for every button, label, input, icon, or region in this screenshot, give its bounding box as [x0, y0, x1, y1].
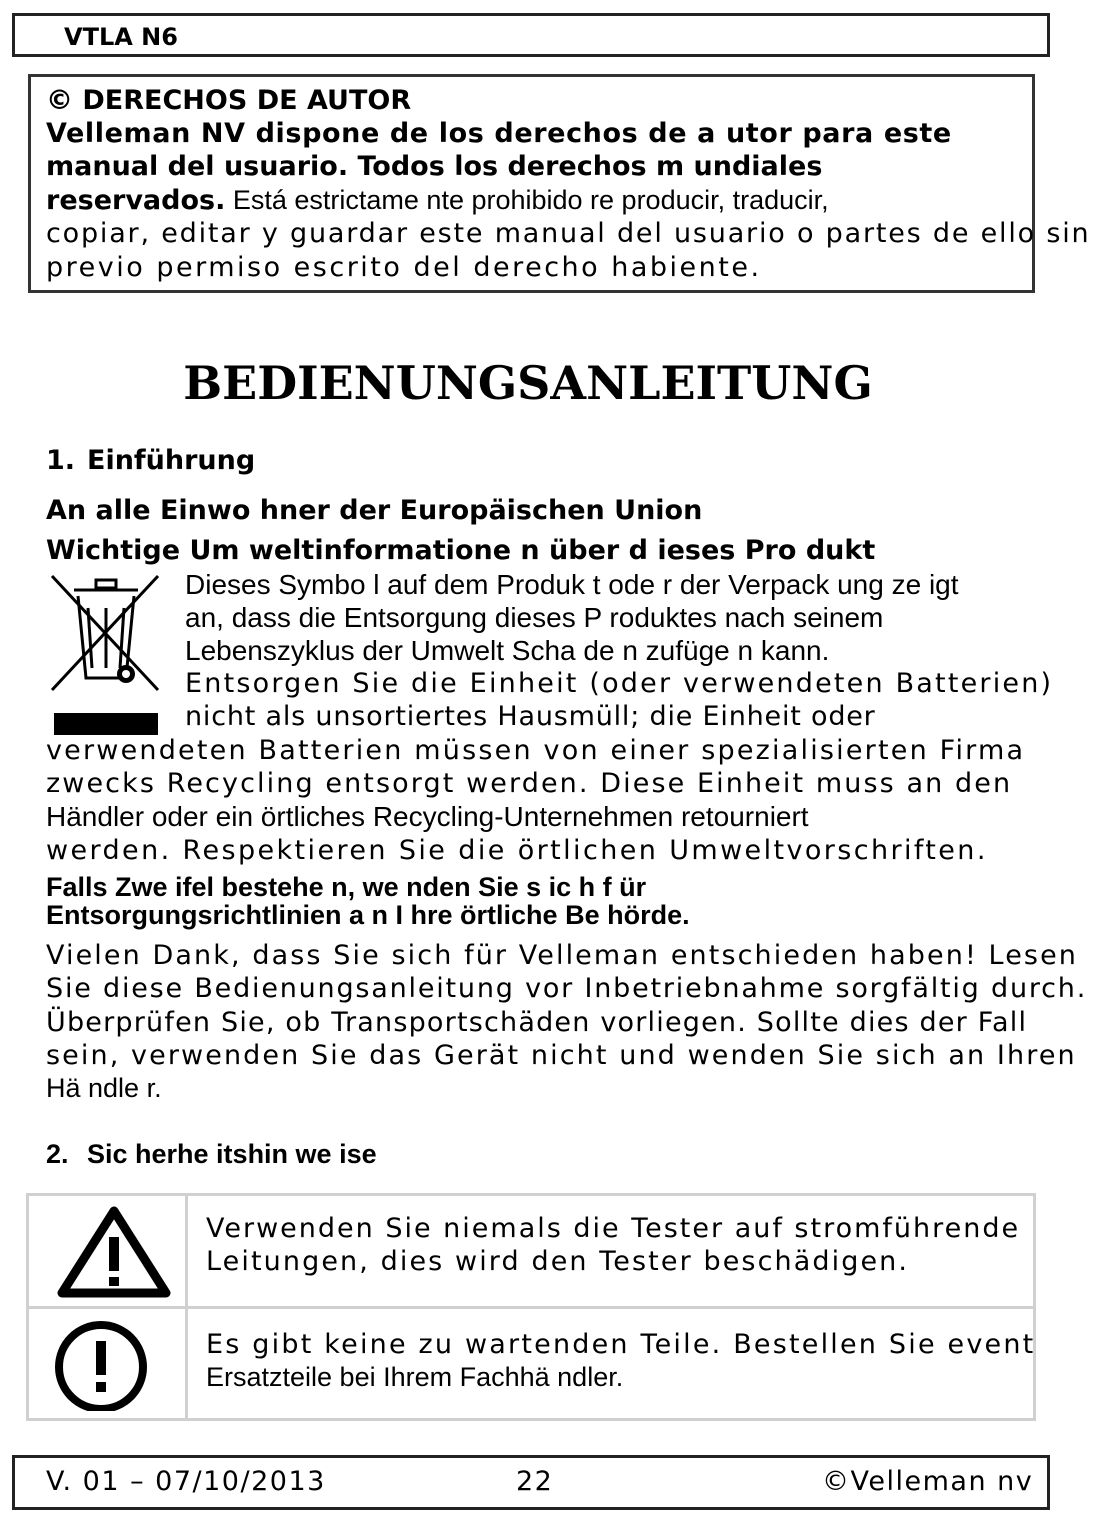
weee-line3: Lebenszyklus der Umwelt Scha de n zufüge n kann.	[185, 635, 830, 666]
section1-sub2: Wichtige Um weltinformatione n über d ieses Pro dukt	[46, 535, 876, 566]
weee-bin-icon	[46, 568, 164, 743]
weee-line7: zwecks Recycling entsorgt werden. Diese Einheit muss an den	[46, 768, 1013, 799]
weee-line1: Dieses Symbo l auf dem Produk t ode r der Verpack ung ze igt	[185, 569, 959, 600]
thanks-line5: Hä ndle r.	[46, 1073, 162, 1103]
copyright-bold-line1: Velleman NV dispone de los derechos de a utor para este	[46, 118, 952, 149]
footer-page-number: 22	[516, 1466, 554, 1497]
copyright-line4: copiar, editar y guardar este manual del usuario o partes de ello sin	[46, 218, 1091, 249]
section2-heading: Sic herhe itshin we ise	[87, 1139, 377, 1169]
thanks-line3: Überprüfen Sie, ob Transportschäden vorliegen. Sollte dies der Fall	[46, 1007, 1028, 1038]
copyright-line5: previo permiso escrito del derecho habiente.	[46, 252, 762, 283]
safety-row1-line1: Verwenden Sie niemals die Tester auf stromführende	[206, 1213, 1021, 1244]
warning-triangle-icon	[54, 1203, 174, 1299]
safety-row1-line2: Leitungen, dies wird den Tester beschädigen.	[206, 1246, 910, 1277]
weee-line2: an, dass die Entsorgung dieses P roduktes nach seinem	[185, 602, 884, 633]
copyright-line3-rest: Está estrictame nte prohibido re producir, traducir,	[225, 185, 829, 215]
header-title: VTLA N6	[64, 23, 178, 51]
disposal-note-line2: Entsorgungsrichtlinien a n I hre örtliche Be hörde.	[46, 900, 690, 930]
weee-line4: Entsorgen Sie die Einheit (oder verwendeten Batterien)	[185, 668, 1054, 699]
weee-line8: Händler oder ein örtliches Recycling-Unternehmen retourniert	[46, 801, 809, 832]
weee-line5: nicht als unsortiertes Hausmüll; die Einheit oder	[185, 701, 876, 732]
weee-line6: verwendeten Batterien müssen von einer spezialisierten Firma	[46, 735, 1026, 766]
section1-sub1: An alle Einwo hner der Europäischen Union	[46, 495, 703, 526]
copyright-heading: © DERECHOS DE AUTOR	[46, 85, 412, 116]
section2-number: 2.	[46, 1139, 69, 1169]
copyright-bold-line2: manual del usuario. Todos los derechos m undiales	[46, 151, 823, 182]
exclamation-circle-icon	[52, 1315, 152, 1411]
footer-version: V. 01 – 07/10/2013	[46, 1466, 326, 1497]
copyright-line3	[46, 184, 829, 217]
page-title: BEDIENUNGSANLEITUNG	[183, 356, 873, 410]
disposal-note-line1: Falls Zwe ifel bestehe n, we nden Sie s ic h f ür	[46, 872, 647, 902]
copyright-bold-line3: reservados.	[46, 185, 226, 216]
thanks-line2: Sie diese Bedienungsanleitung vor Inbetriebnahme sorgfältig durch.	[46, 973, 1088, 1004]
footer-company: ©Velleman nv	[822, 1466, 1034, 1497]
safety-row2-line1: Es gibt keine zu wartenden Teile. Bestellen Sie event	[206, 1329, 1036, 1360]
safety-row2-line2: Ersatzteile bei Ihrem Fachhä ndler.	[206, 1362, 624, 1392]
section1-heading: Einführung	[87, 445, 256, 476]
thanks-line4: sein, verwenden Sie das Gerät nicht und wenden Sie sich an Ihren	[46, 1040, 1077, 1071]
thanks-line1: Vielen Dank, dass Sie sich für Velleman entschieden haben! Lesen	[46, 940, 1079, 971]
section1-number: 1.	[46, 445, 76, 476]
weee-line9: werden. Respektieren Sie die örtlichen Umweltvorschriften.	[46, 835, 988, 866]
table-divider-horizontal	[29, 1306, 1033, 1309]
